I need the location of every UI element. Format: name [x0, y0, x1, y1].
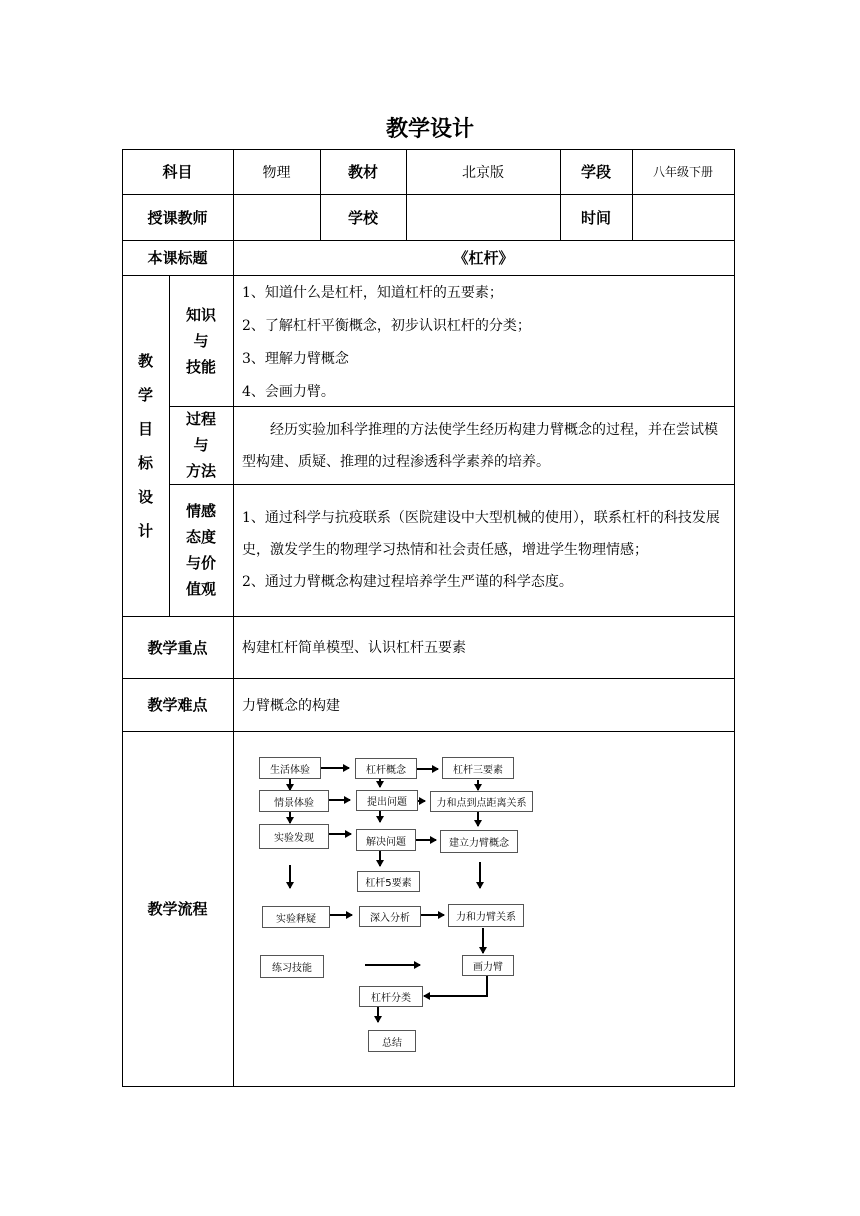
- flow-box-build-arm: 建立力臂概念: [440, 830, 518, 853]
- flow-box-five: 杠杆5要素: [357, 871, 420, 892]
- time-label: 时间: [580, 208, 611, 227]
- process-text: 经历实验加科学推理的方法使学生经历构建力臂概念的过程，并在尝试模型构建、质疑、推理的过程渗透科学素养的培养。: [242, 422, 718, 470]
- teacher-label: 授课教师: [147, 208, 208, 227]
- flow-label: 教学流程: [147, 900, 208, 918]
- flow-box-discover: 实验发现: [259, 824, 329, 849]
- flow-box-summary: 总结: [368, 1030, 416, 1052]
- difficulty-label: 教学难点: [147, 696, 208, 714]
- knowledge-label: 知识 与 技能: [185, 305, 216, 376]
- flow-box-analyze: 深入分析: [359, 906, 421, 927]
- flow-box-explain: 实验释疑: [262, 906, 330, 928]
- keypoint-label: 教学重点: [147, 638, 208, 657]
- flow-box-draw-arm: 画力臂: [462, 955, 514, 976]
- flow-box-solve: 解决问题: [356, 829, 416, 851]
- process-label: 过程 与 方法: [185, 410, 216, 480]
- stage-value: 八年级下册: [652, 165, 713, 179]
- subject-label: 科目: [162, 163, 193, 181]
- difficulty-value: 力臂概念的构建: [242, 697, 340, 714]
- lesson-label: 本课标题: [147, 249, 208, 267]
- emotion-items: 1、通过科学与抗疫联系（医院建设中大型机械的使用），联系杠杆的科技发展史，激发学生的物理学习热情和社会责任感，增进学生物理情感； 2、通过力臂概念构建过程培养学生严谨的科学态度。: [242, 510, 720, 590]
- flow-box-force-arm: 力和力臂关系: [448, 904, 524, 927]
- flow-box-concept: 杠杆概念: [355, 758, 417, 779]
- school-label: 学校: [347, 208, 378, 227]
- flow-box-scene: 情景体验: [259, 790, 329, 812]
- flow-box-practice: 练习技能: [260, 955, 324, 978]
- textbook-value: 北京版: [462, 164, 504, 181]
- lesson-title: 《杠杆》: [453, 249, 514, 267]
- flow-box-force-dist: 力和点到点距离关系: [430, 791, 533, 812]
- subject-value: 物理: [262, 164, 291, 181]
- stage-label: 学段: [580, 163, 611, 181]
- textbook-label: 教材: [347, 163, 378, 181]
- document-title: 教学设计: [385, 117, 474, 142]
- emotion-label: 情感 态度 与价 值观: [185, 502, 216, 598]
- flow-box-life: 生活体验: [259, 757, 321, 779]
- flow-box-classify: 杠杆分类: [359, 986, 423, 1007]
- keypoint-value: 构建杠杆简单模型、认识杠杆五要素: [242, 640, 466, 656]
- knowledge-items: 1、知道什么是杠杆，知道杠杆的五要素； 2、了解杠杆平衡概念，初步认识杠杆的分类； 3、理解力臂概念 4、会画力臂。: [242, 285, 531, 400]
- objectives-label: 教 学 目 标 设 计: [137, 351, 153, 540]
- flow-box-question: 提出问题: [356, 790, 418, 811]
- flow-box-three: 杠杆三要素: [442, 757, 514, 779]
